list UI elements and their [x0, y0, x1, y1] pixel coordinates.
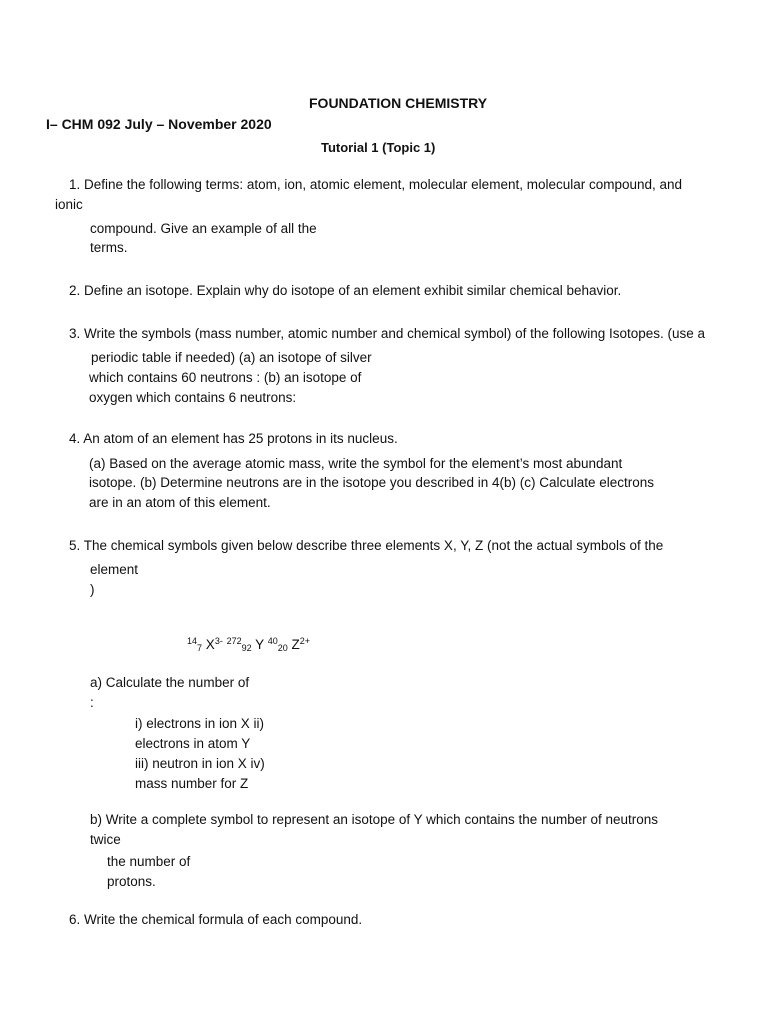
z-atomic-number: 20 — [277, 643, 288, 653]
q1-line3: compound. Give an example of all the — [90, 221, 317, 236]
x-letter: X — [205, 637, 215, 652]
q5-line1: 5. The chemical symbols given below describe three elements X, Y, Z (not the actual symbols of the — [69, 538, 664, 553]
q4-line3: isotope. (b) Determine neutrons are in the isotope you described in 4(b) (c) Calculate electrons — [89, 475, 655, 490]
x-atomic-number: 7 — [197, 643, 203, 653]
q1-line4: terms. — [90, 240, 128, 255]
q4-line4: are in an atom of this element. — [89, 495, 271, 510]
q2-line1: 2. Define an isotope. Explain why do isotope of an element exhibit similar chemical behavior. — [69, 283, 622, 298]
z-mass-number: 40 — [267, 636, 278, 646]
q5b-line1: b) Write a complete symbol to represent an isotope of Y which contains the number of neutrons — [90, 812, 659, 827]
q4-line1: 4. An atom of an element has 25 protons in its nucleus. — [69, 431, 398, 446]
q3-line2: periodic table if needed) (a) an isotope of silver — [91, 350, 372, 365]
y-letter: Y — [255, 637, 264, 652]
q1-line2: ionic — [55, 197, 83, 212]
q5-line3: ) — [90, 582, 95, 597]
y-mass-number: 272 — [226, 636, 242, 646]
page-title: FOUNDATION CHEMISTRY — [309, 95, 488, 111]
q5a-line2: : — [90, 695, 94, 710]
q5a-item3: iii) neutron in ion X iv) — [135, 756, 265, 771]
q5b-line4: protons. — [107, 874, 156, 889]
tutorial-heading: Tutorial 1 (Topic 1) — [321, 140, 436, 155]
q5-line2: element — [90, 562, 139, 577]
q5a-line1: a) Calculate the number of — [90, 675, 250, 690]
x-charge: 3- — [214, 636, 223, 646]
q5b-line3: the number of — [107, 854, 191, 869]
element-symbols — [187, 637, 310, 653]
q3-line3: which contains 60 neutrons : (b) an isotope of — [89, 370, 362, 385]
q1-line1: 1. Define the following terms: atom, ion, atomic element, molecular element, molecular compound, and — [69, 177, 683, 192]
q5a-item2: electrons in atom Y — [135, 736, 251, 751]
x-mass-number: 14 — [187, 636, 198, 646]
q5b-line2: twice — [90, 832, 121, 847]
q3-line4: oxygen which contains 6 neutrons: — [89, 390, 297, 405]
q6-line1: 6. Write the chemical formula of each compound. — [69, 912, 363, 927]
z-letter: Z — [291, 637, 300, 652]
y-atomic-number: 92 — [241, 643, 252, 653]
q4-line2: (a) Based on the average atomic mass, write the symbol for the element’s most abundant — [89, 456, 623, 471]
course-code: I– CHM 092 July – November 2020 — [46, 116, 272, 132]
q5a-item1: i) electrons in ion X ii) — [135, 716, 265, 731]
z-charge: 2+ — [299, 636, 310, 646]
q5a-item4: mass number for Z — [135, 776, 249, 791]
q3-line1: 3. Write the symbols (mass number, atomic number and chemical symbol) of the following Isotopes. (use a — [69, 326, 706, 341]
